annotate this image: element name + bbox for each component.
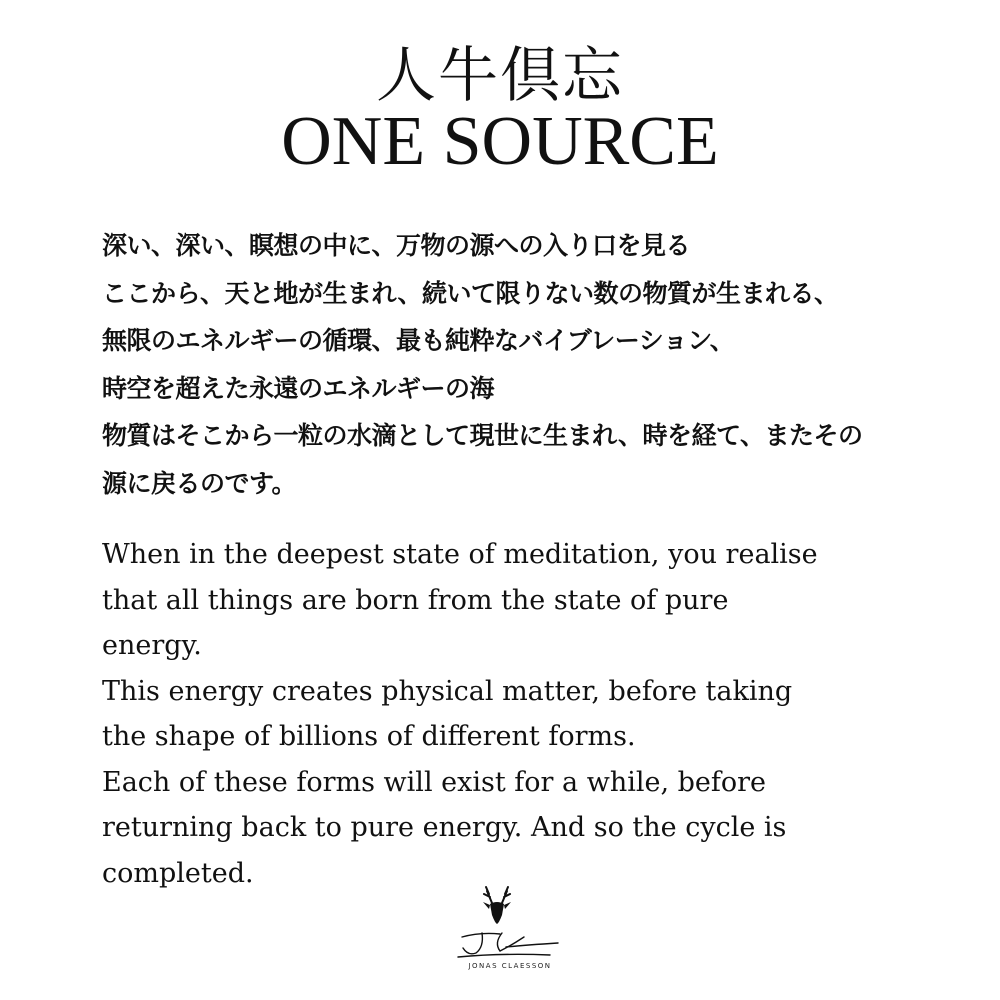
japanese-line: 源に戻るのです。 <box>102 468 297 498</box>
deer-head-icon <box>483 887 511 924</box>
japanese-paragraph <box>102 222 962 507</box>
japanese-line: 無限のエネルギーの循環、最も純粋なバイブレーション、 <box>102 326 735 355</box>
english-line: returning back to pure energy. And so the cycle is <box>102 812 787 843</box>
english-line: This energy creates physical matter, before taking <box>102 675 793 707</box>
english-line: that all things are born from the state of pure <box>102 584 729 616</box>
japanese-line: 物質はそこから一粒の水滴として現世に生まれ、時を経て、またその <box>102 421 863 450</box>
english-line: the shape of billions of different forms. <box>102 721 636 752</box>
english-line: completed. <box>102 857 254 889</box>
english-line: When in the deepest state of meditation, you realise <box>102 539 818 570</box>
english-paragraph <box>102 532 982 896</box>
signature-scribble <box>458 933 558 957</box>
english-line: energy. <box>102 630 202 661</box>
page-title-english: ONE SOURCE <box>281 103 719 180</box>
japanese-line: 深い、深い、瞑想の中に、万物の源への入り口を見る <box>102 231 691 260</box>
japanese-line: 時空を超えた永遠のエネルギーの海 <box>102 373 495 403</box>
japanese-line: ここから、天と地が生まれ、続いて限りない数の物質が生まれる、 <box>102 278 839 308</box>
english-line: Each of these forms will exist for a while, before <box>102 766 767 798</box>
page-title-japanese: 人牛倶忘 <box>376 41 624 111</box>
signature-name: JONAS CLAESSON <box>468 962 552 970</box>
